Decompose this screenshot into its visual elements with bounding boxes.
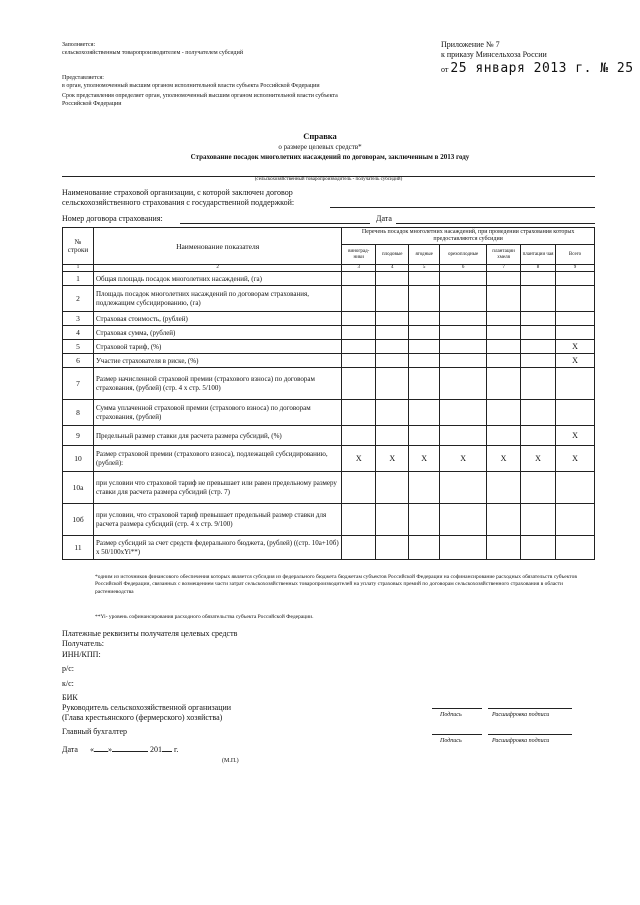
row-number: 3 xyxy=(63,312,94,326)
col-group: Перечень посадок многолетних насаждений, при проведении страхования которых предоставляются субсидии xyxy=(342,228,595,245)
value-cell[interactable] xyxy=(342,472,376,504)
value-cell[interactable] xyxy=(409,472,440,504)
table-row xyxy=(63,504,595,536)
column-index: 6 xyxy=(440,265,487,272)
table-row xyxy=(63,472,595,504)
row-indicator-name: при условии, что страховой тариф превышает предельный размер ставки для расчета размера субсидий (стр. 4 x стр. 9/100) xyxy=(93,504,341,536)
value-cell[interactable] xyxy=(376,400,409,426)
column-index: 8 xyxy=(521,265,556,272)
column-index: 3 xyxy=(342,265,376,272)
sub-col-header: плантации хмеля xyxy=(487,245,521,265)
row-number: 7 xyxy=(63,368,94,400)
deadline-value: Срок представления определяет орган, уполномоченный высшим органом исполнительной власти субъекта Российской Федерации xyxy=(62,93,338,108)
value-cell[interactable] xyxy=(440,272,487,286)
value-cell[interactable] xyxy=(487,286,521,312)
excluded-cell: X xyxy=(556,426,595,446)
table-row xyxy=(63,272,595,286)
doc-purpose: Страхование посадок многолетних насаждений по договорам, заключенным в 2013 году xyxy=(190,153,470,161)
value-cell[interactable] xyxy=(440,354,487,368)
filled-by-label: Заполняется: xyxy=(62,42,96,48)
row-number: 8 xyxy=(63,400,94,426)
head-sign-caption: Подпись xyxy=(440,712,462,718)
table-row xyxy=(63,340,595,354)
head-line-1: Руководитель сельскохозяйственной организации xyxy=(62,703,232,712)
date-label: Дата xyxy=(376,214,392,223)
doc-title: Справка xyxy=(303,131,337,141)
table-row xyxy=(63,426,595,446)
row-indicator-name: Площадь посадок многолетних насаждений по договорам страхования, подлежащим субсидированию, (га) xyxy=(93,286,341,312)
date-day-field[interactable] xyxy=(94,751,108,752)
row-number: 5 xyxy=(63,340,94,354)
row-number: 9 xyxy=(63,426,94,446)
value-cell[interactable] xyxy=(521,340,556,354)
value-cell[interactable] xyxy=(521,400,556,426)
requisites-bik: БИК xyxy=(62,692,78,702)
row-number: 10б xyxy=(63,504,94,536)
value-cell[interactable] xyxy=(376,536,409,560)
value-cell[interactable] xyxy=(440,340,487,354)
value-cell[interactable] xyxy=(376,504,409,536)
contract-field[interactable] xyxy=(180,223,370,224)
value-cell[interactable] xyxy=(409,368,440,400)
value-cell[interactable] xyxy=(556,326,595,340)
value-cell[interactable] xyxy=(409,400,440,426)
table-row xyxy=(63,354,595,368)
value-cell[interactable] xyxy=(556,286,595,312)
recipient-caption: (сельскохозяйственный товаропроизводитель - получатель субсидий) xyxy=(254,177,403,182)
value-cell[interactable] xyxy=(376,472,409,504)
head-signer xyxy=(62,703,322,737)
table-row xyxy=(63,326,595,340)
filled-by-value: сельскохозяйственным товаропроизводителем - получателем субсидий xyxy=(62,50,244,57)
table-row xyxy=(63,286,595,312)
row-number: 2 xyxy=(63,286,94,312)
value-cell[interactable] xyxy=(556,272,595,286)
row-indicator-name: Предельный размер ставки для расчета размера субсидий, (%) xyxy=(93,426,341,446)
value-cell[interactable] xyxy=(487,340,521,354)
accountant-label: Главный бухгалтер xyxy=(62,726,127,736)
value-cell[interactable] xyxy=(521,326,556,340)
excluded-cell: X xyxy=(521,446,556,472)
value-cell[interactable] xyxy=(342,326,376,340)
excluded-cell: X xyxy=(487,446,521,472)
value-cell[interactable] xyxy=(342,400,376,426)
date-quote-close: » xyxy=(107,745,112,754)
column-index: 9 xyxy=(556,265,595,272)
value-cell[interactable] xyxy=(487,312,521,326)
row-number: 4 xyxy=(63,326,94,340)
date-year-field[interactable] xyxy=(162,751,172,752)
value-cell[interactable] xyxy=(556,400,595,426)
value-cell[interactable] xyxy=(487,504,521,536)
head-sign-line[interactable] xyxy=(432,708,482,709)
value-cell[interactable] xyxy=(440,472,487,504)
value-cell[interactable] xyxy=(556,504,595,536)
head-decode-caption: Расшифровка подписи xyxy=(492,712,550,718)
order-ref: к приказу Минсельхоза России xyxy=(441,50,547,60)
value-cell[interactable] xyxy=(487,400,521,426)
col-row-no: № строки xyxy=(63,228,94,265)
value-cell[interactable] xyxy=(487,472,521,504)
stamp-label: (М.П.) xyxy=(222,758,239,764)
requisites-block xyxy=(62,629,362,703)
value-cell[interactable] xyxy=(409,536,440,560)
index-row xyxy=(63,265,595,272)
value-cell[interactable] xyxy=(521,426,556,446)
value-cell[interactable] xyxy=(409,504,440,536)
value-cell[interactable] xyxy=(342,354,376,368)
accountant-decode-caption: Расшифровка подписи xyxy=(492,738,550,744)
value-cell[interactable] xyxy=(409,326,440,340)
value-cell[interactable] xyxy=(487,272,521,286)
row-number: 10а xyxy=(63,472,94,504)
submitted-label: Представляется: xyxy=(62,75,104,81)
insurer-label: Наименование страховой организации, с которой заключен договор сельскохозяйственного страхования с государственной поддержкой: xyxy=(62,188,295,208)
value-cell[interactable] xyxy=(342,426,376,446)
row-indicator-name: Общая площадь посадок многолетних насаждений, (га) xyxy=(93,272,341,286)
value-cell[interactable] xyxy=(376,312,409,326)
column-index: 1 xyxy=(63,265,94,272)
accountant-decode-line[interactable] xyxy=(488,734,572,735)
value-cell[interactable] xyxy=(487,536,521,560)
table-row xyxy=(63,446,595,472)
accountant-sign-caption: Подпись xyxy=(440,738,462,744)
date-month-field[interactable] xyxy=(112,751,148,752)
value-cell[interactable] xyxy=(409,312,440,326)
value-cell[interactable] xyxy=(342,368,376,400)
sub-col-header: плантации чая xyxy=(521,245,556,265)
value-cell[interactable] xyxy=(521,312,556,326)
value-cell[interactable] xyxy=(556,312,595,326)
value-cell[interactable] xyxy=(521,536,556,560)
value-cell[interactable] xyxy=(487,326,521,340)
row-indicator-name: Страховая сумма, (рублей) xyxy=(93,326,341,340)
sub-col-header: ягодные xyxy=(409,245,440,265)
row-number: 6 xyxy=(63,354,94,368)
value-cell[interactable] xyxy=(440,504,487,536)
value-cell[interactable] xyxy=(521,354,556,368)
submitted-value: в орган, уполномоченный высшим органом исполнительной власти субъекта Российской Федерации xyxy=(62,83,320,90)
doc-subtitle: о размере целевых средств* xyxy=(278,143,362,151)
row-indicator-name: Страховая стоимость, (рублей) xyxy=(93,312,341,326)
requisites-title: Платежные реквизиты получателя целевых средств xyxy=(62,629,238,638)
value-cell[interactable] xyxy=(409,354,440,368)
value-cell[interactable] xyxy=(409,272,440,286)
value-cell[interactable] xyxy=(342,340,376,354)
row-indicator-name: Страховой тариф, (%) xyxy=(93,340,341,354)
footnote-2: **Yi- уровень софинансирования расходного обязательства субъекта Российской Федерации. xyxy=(95,614,314,620)
value-cell[interactable] xyxy=(409,426,440,446)
value-cell[interactable] xyxy=(521,472,556,504)
filled-by-block xyxy=(62,41,322,57)
submitted-block xyxy=(62,74,362,108)
order-date: 25 января 2013 г. № 25 xyxy=(450,60,634,76)
value-cell[interactable] xyxy=(342,272,376,286)
head-line-2: (Глава крестьянского (фермерского) хозяйства) xyxy=(62,713,223,723)
requisites-rs: р/с: xyxy=(62,664,74,674)
value-cell[interactable] xyxy=(521,286,556,312)
sub-col-header: плодовые xyxy=(376,245,409,265)
value-cell[interactable] xyxy=(342,536,376,560)
row-indicator-name: Размер субсидий за счет средств федерального бюджета, (рублей) ((стр. 10а+10б) x 50/100xYi**) xyxy=(93,536,341,560)
value-cell[interactable] xyxy=(556,472,595,504)
value-cell[interactable] xyxy=(487,426,521,446)
date-line-label: Дата xyxy=(62,745,78,754)
excluded-cell: X xyxy=(556,340,595,354)
sub-col-header: Всего xyxy=(556,245,595,265)
value-cell[interactable] xyxy=(376,272,409,286)
value-cell[interactable] xyxy=(440,400,487,426)
row-indicator-name: Сумма уплаченной страховой премии (страхового взноса) по договорам страхования, (рублей) xyxy=(93,400,341,426)
value-cell[interactable] xyxy=(556,536,595,560)
value-cell[interactable] xyxy=(376,354,409,368)
date-quote-open: « xyxy=(89,745,94,754)
value-cell[interactable] xyxy=(521,272,556,286)
value-cell[interactable] xyxy=(342,312,376,326)
excluded-cell: X xyxy=(409,446,440,472)
value-cell[interactable] xyxy=(440,536,487,560)
value-cell[interactable] xyxy=(440,286,487,312)
value-cell[interactable] xyxy=(440,368,487,400)
value-cell[interactable] xyxy=(487,368,521,400)
appendix-block xyxy=(441,40,634,78)
indicator-table xyxy=(62,227,595,560)
value-cell[interactable] xyxy=(409,286,440,312)
excluded-cell: X xyxy=(556,446,595,472)
contract-label: Номер договора страхования: xyxy=(62,214,163,223)
value-cell[interactable] xyxy=(376,340,409,354)
row-indicator-name: Размер начисленной страховой премии (страхового взноса) по договорам страхования, (рублей) (стр. 4 x стр. 5/100) xyxy=(93,368,341,400)
value-cell[interactable] xyxy=(556,368,595,400)
table-body xyxy=(63,272,595,560)
row-indicator-name: при условии что страховой тариф не превышает или равен предельному размеру ставки для расчета размера субсидий (стр. 7) xyxy=(93,472,341,504)
row-number: 11 xyxy=(63,536,94,560)
column-index: 7 xyxy=(487,265,521,272)
requisites-ks: к/с: xyxy=(62,678,74,688)
date-prefix: от xyxy=(441,64,449,74)
accountant-sign-line[interactable] xyxy=(432,734,482,735)
excluded-cell: X xyxy=(440,446,487,472)
excluded-cell: X xyxy=(342,446,376,472)
row-indicator-name: Размер страховой премии (страхового взноса), подлежащей субсидированию, (рублей): xyxy=(93,446,341,472)
date-g: г. xyxy=(173,745,179,754)
value-cell[interactable] xyxy=(440,426,487,446)
column-index: 2 xyxy=(93,265,341,272)
value-cell[interactable] xyxy=(342,286,376,312)
value-cell[interactable] xyxy=(521,368,556,400)
footnote-1: *одним из источников финансового обеспечения которых является субсидия из федерального бюджета бюджетам субъектов Российской Федерации на софинансирование расходных обязательств субъектов Российской Федерации, связанных с возмещением части затрат сельскохозяйственных товаропроизводителей на уплату страховых премий по договорам сельскохозяйственного страхования в области растениеводства xyxy=(95,574,577,595)
value-cell[interactable] xyxy=(342,504,376,536)
value-cell[interactable] xyxy=(440,326,487,340)
value-cell[interactable] xyxy=(376,368,409,400)
appendix-number: Приложение № 7 xyxy=(441,40,500,49)
row-indicator-name: Участие страхователя в риске, (%) xyxy=(93,354,341,368)
sub-col-header: орехоплодные xyxy=(440,245,487,265)
excluded-cell: X xyxy=(556,354,595,368)
column-index: 5 xyxy=(409,265,440,272)
requisites-recipient: Получатель: xyxy=(62,639,104,649)
date-year: 201 xyxy=(149,745,162,754)
date-line xyxy=(62,745,178,755)
value-cell[interactable] xyxy=(376,286,409,312)
table-row xyxy=(63,536,595,560)
value-cell[interactable] xyxy=(376,326,409,340)
table-row xyxy=(63,368,595,400)
col-indicator: Наименование показателя xyxy=(93,228,341,265)
table-row xyxy=(63,312,595,326)
excluded-cell: X xyxy=(376,446,409,472)
value-cell[interactable] xyxy=(487,354,521,368)
row-number: 1 xyxy=(63,272,94,286)
value-cell[interactable] xyxy=(440,312,487,326)
column-index: 4 xyxy=(376,265,409,272)
sub-col-header: виноград-ники xyxy=(342,245,376,265)
requisites-inn: ИНН/КПП: xyxy=(62,649,101,659)
value-cell[interactable] xyxy=(376,426,409,446)
date-field[interactable] xyxy=(396,223,595,224)
value-cell[interactable] xyxy=(521,504,556,536)
insurer-field[interactable] xyxy=(330,207,595,208)
value-cell[interactable] xyxy=(409,340,440,354)
row-number: 10 xyxy=(63,446,94,472)
table-row xyxy=(63,400,595,426)
head-decode-line[interactable] xyxy=(488,708,572,709)
